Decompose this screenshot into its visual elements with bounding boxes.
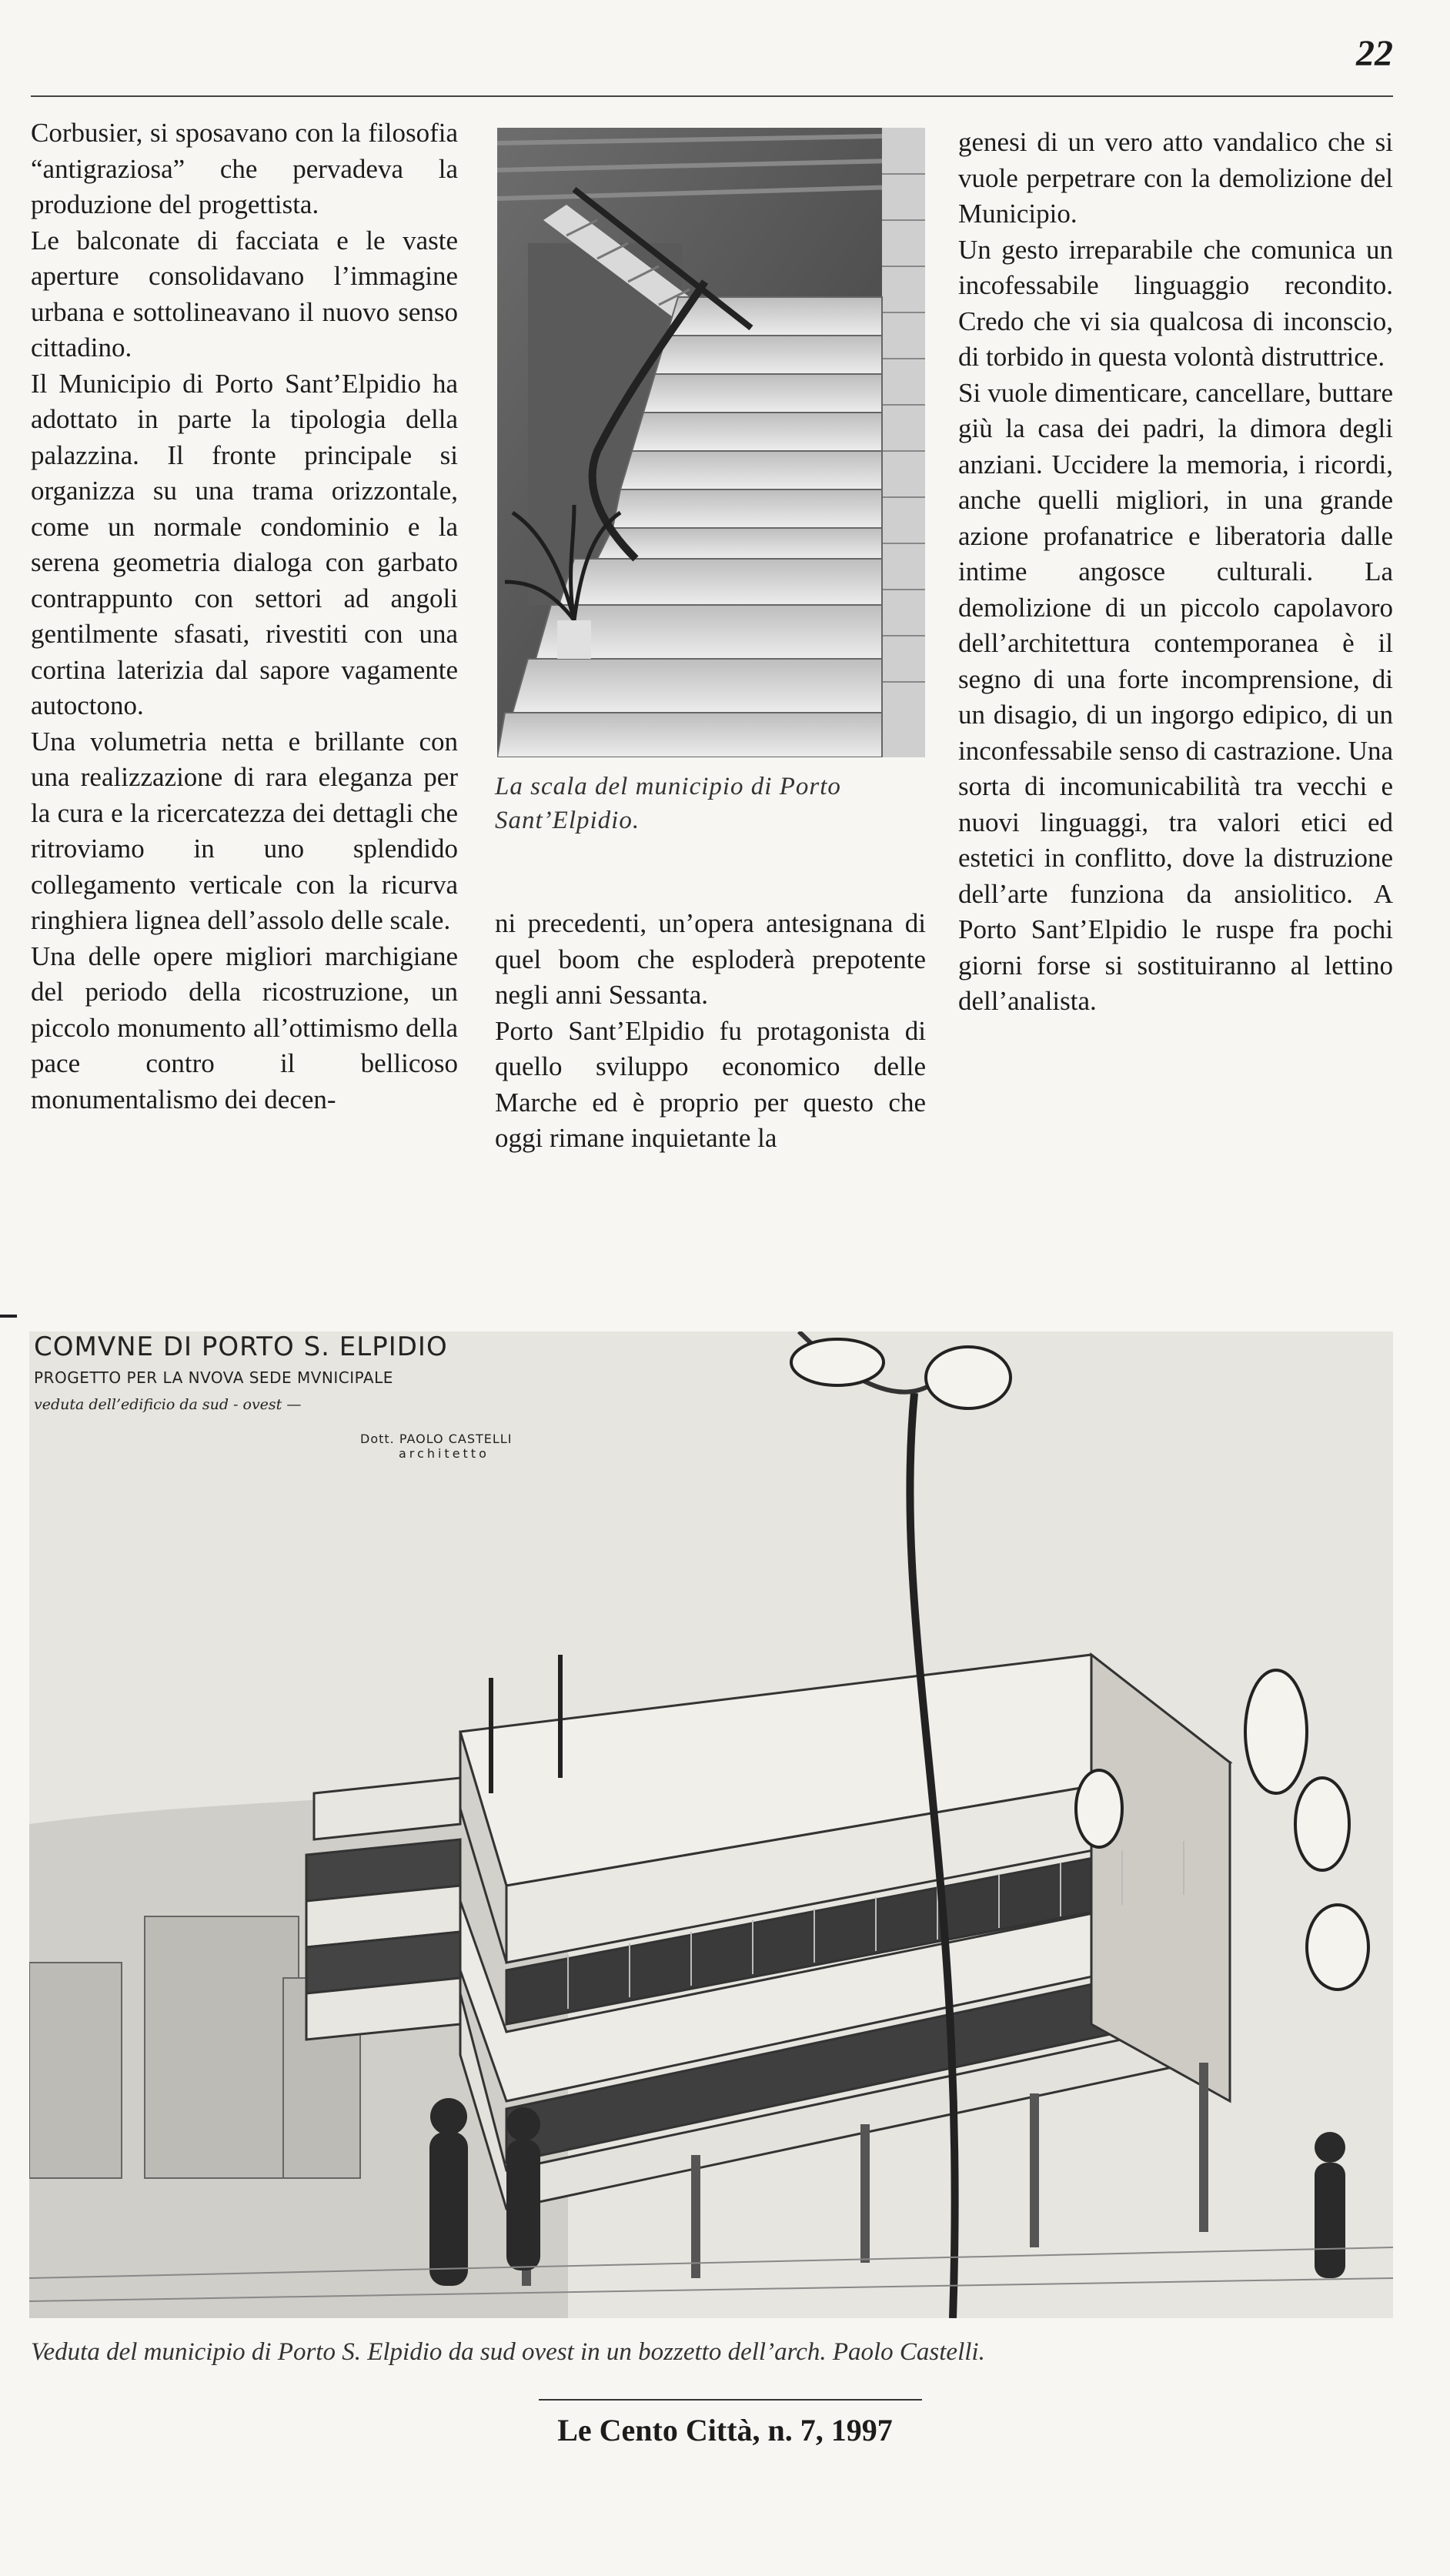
- sketch-signature: [360, 1432, 512, 1461]
- sketch-signature-name: Dott. PAOLO CASTELLI: [360, 1432, 513, 1446]
- sketch-title-block: [34, 1331, 448, 1413]
- sketch-title: COMVNE DI PORTO S. ELPIDIO: [34, 1331, 448, 1362]
- municipio-sketch: [29, 1331, 1393, 2318]
- footer-rule: [539, 2399, 922, 2401]
- header-rule: [31, 95, 1393, 97]
- stairs-photo-caption: La scala del municipio di Porto Sant’Elpidio.: [495, 773, 841, 834]
- page-number: 22: [1356, 33, 1393, 74]
- text-column-3: genesi di un vero atto vandalico che si vuole perpetrare con la demolizione del Municipio. Un gesto irreparabile che comunica un incofessabile linguaggio recondito. Credo che vi sia qualcosa di inconscio, di torbido in questa volontà distruttrice. Si vuole dimenticare, cancellare, buttare giù la casa dei padri, la dimora degli anziani. Uccidere la memoria, i ricordi, anche quelli migliori, in una grande azione profanatrice e liberatoria dalle intime angosce culturali. La demolizione di un piccolo capolavoro dell’architettura contemporanea è il segno di una forte incomprensione, di un disagio, di un ingorgo edipico, di un inconfessabile senso di castrazione. Una sorta di incomunicabilità tra vecchi e nuovi linguaggi, tra valori etici ed estetici in conflitto, dove la distruzione dell’arte funziona da ansiolitico. A Porto Sant’Elpidio le ruspe fra pochi giorni forse si sostituiranno al lettino dell’analista.: [958, 127, 1393, 1016]
- journal-footer: Le Cento Città, n. 7, 1997: [557, 2413, 893, 2447]
- sketch-subtitle: PROGETTO PER LA NVOVA SEDE MVNICIPALE: [34, 1368, 393, 1387]
- stairs-photo: [497, 128, 925, 757]
- text-column-2: ni precedenti, un’opera antesignana di quel boom che esploderà prepotente negli anni Sessanta. Porto Sant’Elpidio fu protagonista di quello sviluppo economico delle Marche ed è proprio per questo che oggi rimane inquietante la: [495, 908, 926, 1153]
- sketch-caption: Veduta del municipio di Porto S. Elpidio da sud ovest in un bozzetto dell’arch. Paolo Castelli.: [31, 2338, 985, 2366]
- margin-mark: [0, 1315, 17, 1318]
- sketch-view-label: veduta dell’edificio da sud - ovest —: [34, 1396, 302, 1413]
- text-column-1: Corbusier, si sposavano con la filosofia “antigraziosa” che pervadeva la produzione del progettista. Le balconate di facciata e le vaste aperture consolidavano l’immagine urbana e sottolineavano il nuovo senso cittadino. Il Municipio di Porto Sant’Elpidio ha adottato in parte la tipologia della palazzina. Il fronte principale si organizza su una trama orizzontale, come un normale condominio e la serena geometria dialoga con garbato contrappunto con settori ad angoli gentilmente sfasati, rivestiti con una cortina laterizia dal sapore vagamente autoctono. Una volumetria netta e brillante con una realizzazione di rara eleganza per la cura e la ricercatezza dei dettagli che ritroviamo in uno splendido collegamento verticale con la ricurva ringhiera lignea dell’assolo delle scale. Una delle opere migliori marchigiane del periodo della ricostruzione, un piccolo monumento all’ottimismo della pace contro il bellicoso monumentalismo dei decen-: [31, 118, 458, 1114]
- sketch-signature-title: architetto: [399, 1446, 489, 1461]
